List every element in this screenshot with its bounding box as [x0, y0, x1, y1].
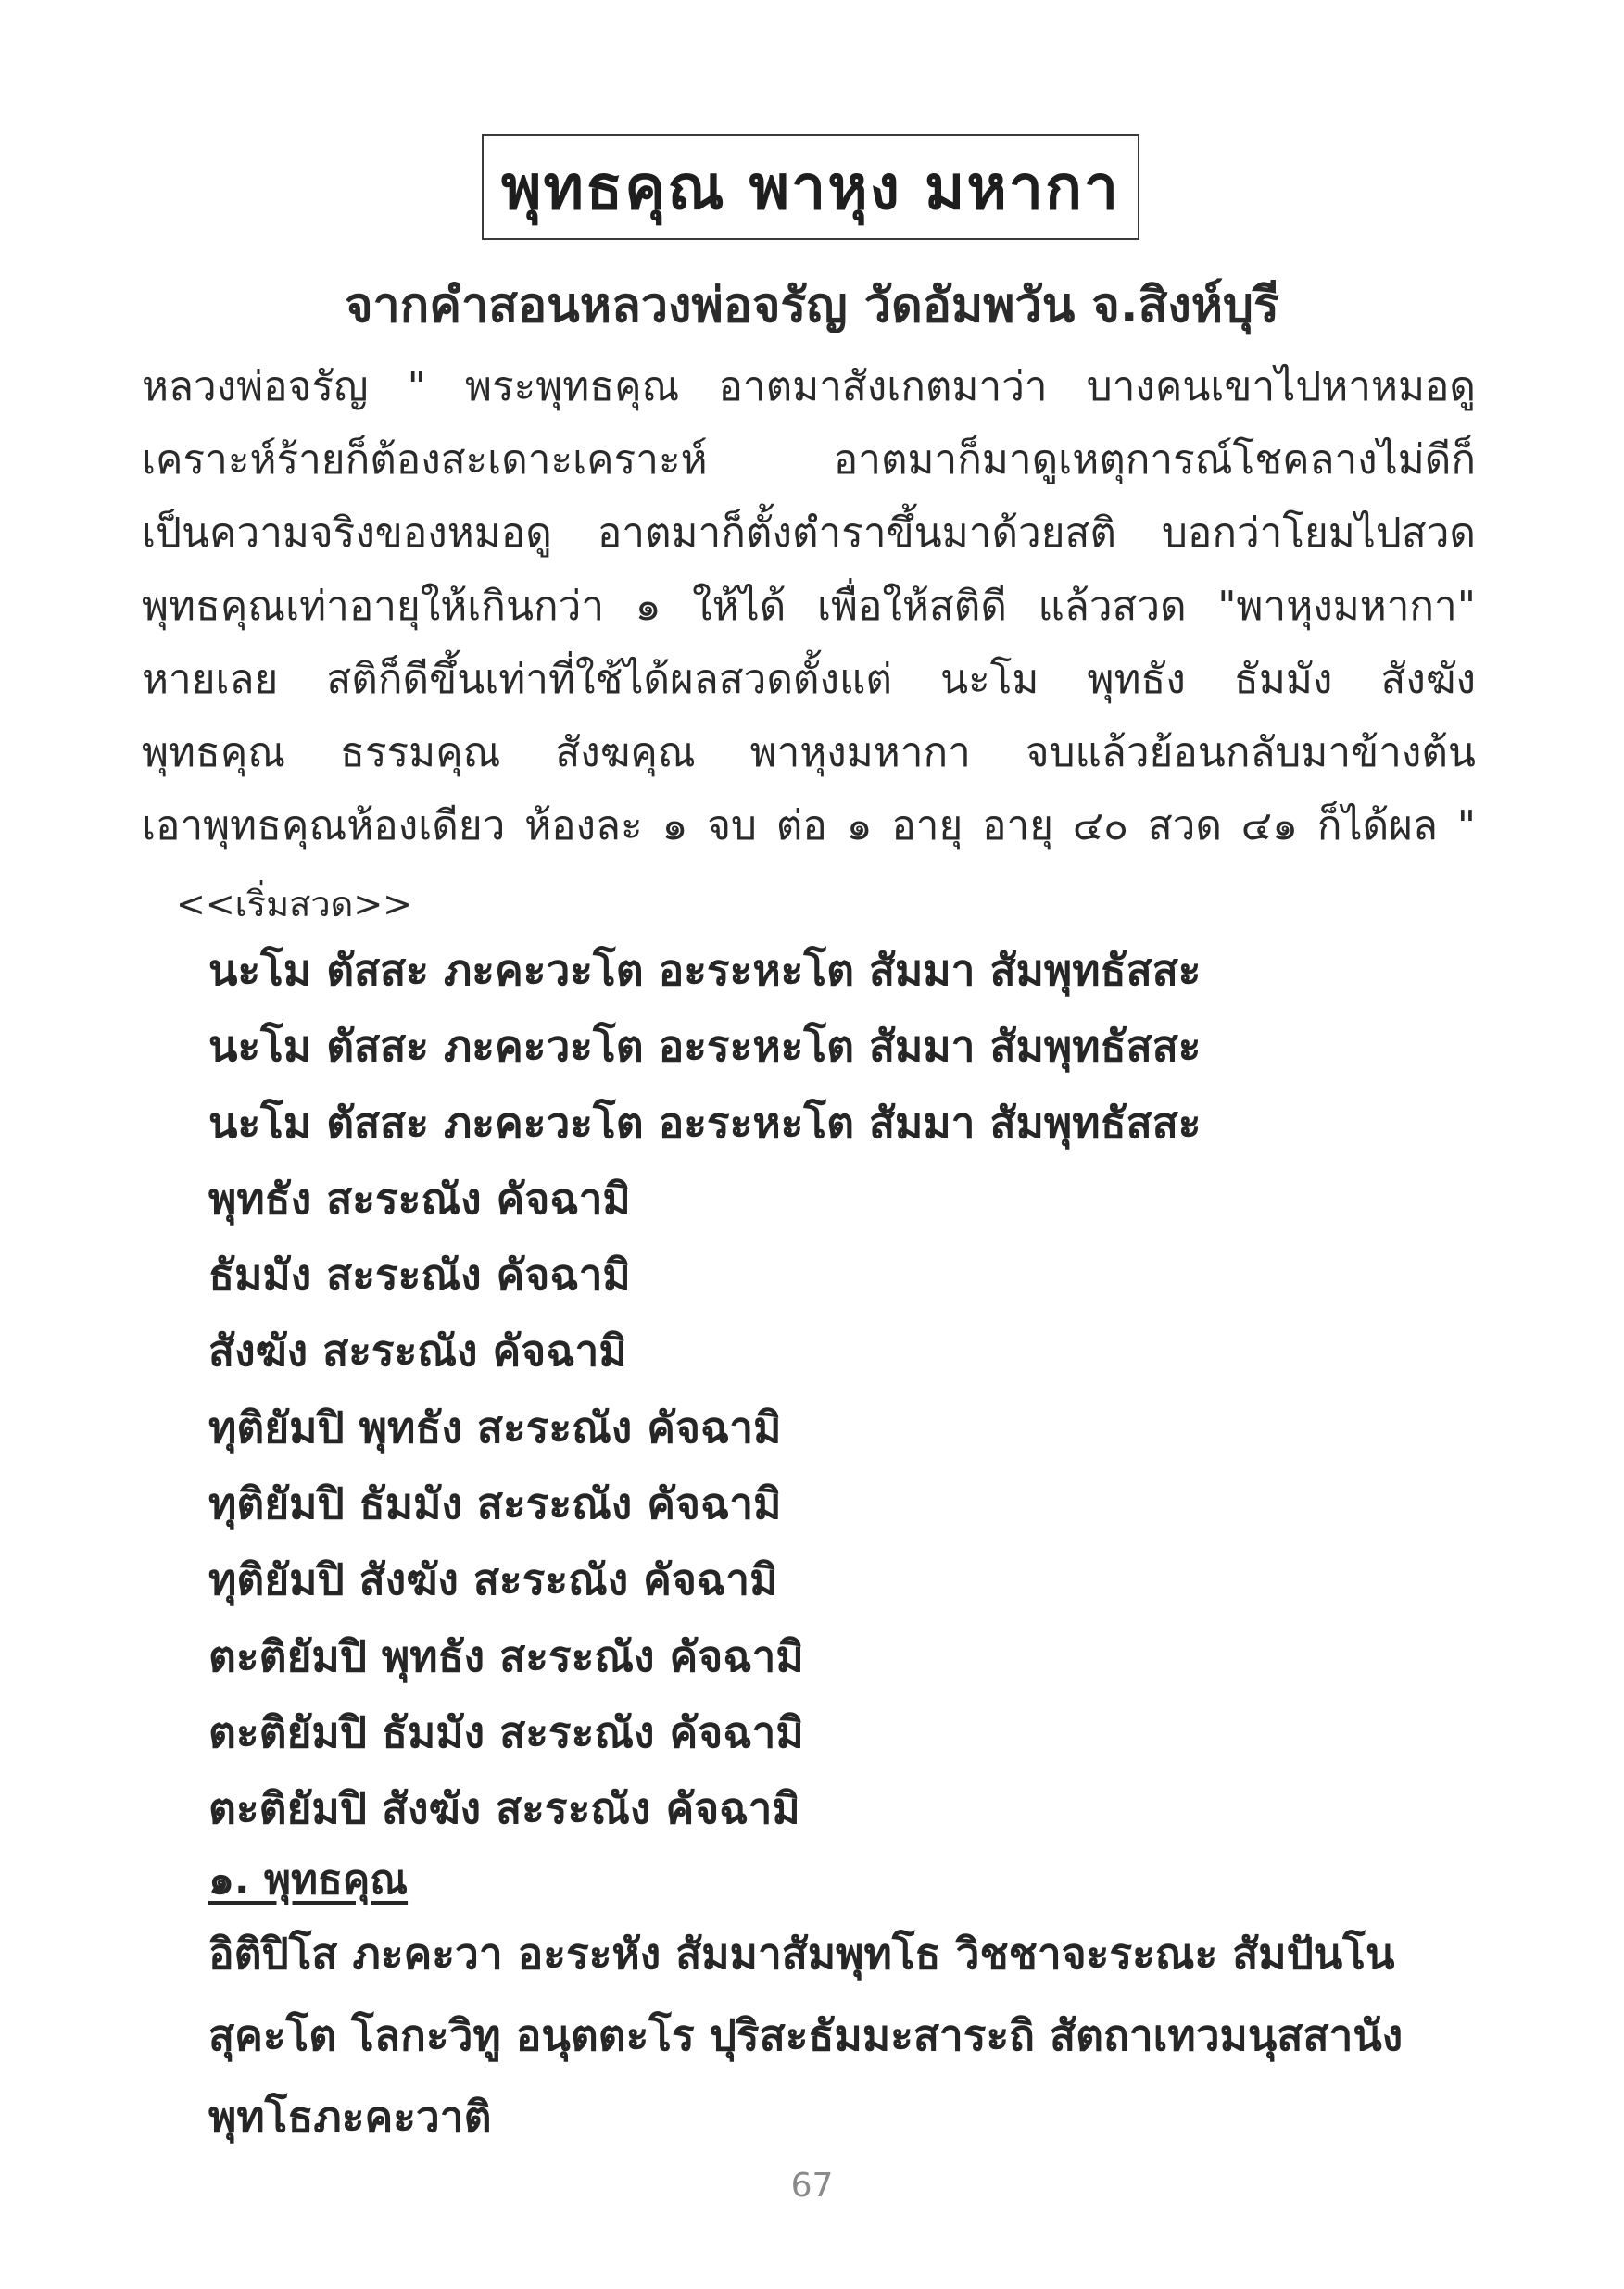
chant-line: นะโม ตัสสะ ภะคะวะโต อะระหะโต สัมมา สัมพุทธัสสะ: [208, 945, 1202, 995]
intro-paragraph: [142, 350, 1476, 862]
section-line: พุทโธภะคะวาติ: [208, 2092, 492, 2142]
page-title: พุทธคุณ พาหุง มหากา: [500, 150, 1121, 223]
paragraph-line: พุทธคุณเท่าอายุให้เกินกว่า ๑ ให้ได้ เพื่อให้สติดี แล้วสวด "พาหุงมหากา": [142, 583, 1476, 630]
chant-line: สังฆัง สะระณัง คัจฉามิ: [208, 1326, 627, 1377]
chant-line: นะโม ตัสสะ ภะคะวะโต อะระหะโต สัมมา สัมพุทธัสสะ: [208, 1021, 1202, 1072]
chant-line: ทุติยัมปิ พุทธัง สะระณัง คัจฉามิ: [208, 1402, 782, 1453]
chant-line: นะโม ตัสสะ ภะคะวะโต อะระหะโต สัมมา สัมพุทธัสสะ: [208, 1097, 1202, 1148]
paragraph-line: หายเลย สติก็ดีขึ้นเท่าที่ใช้ได้ผลสวดตั้งแต่ นะโม พุทธัง ธัมมัง สังฆัง: [142, 656, 1476, 703]
page-number: 67: [790, 2167, 834, 2205]
section-line: อิติปิโส ภะคะวา อะระหัง สัมมาสัมพุทโธ วิชชาจะระณะ สัมปันโน: [208, 1929, 1395, 1979]
chant-list: [208, 932, 1505, 1847]
section-line: สุคะโต โลกะวิทู อนุตตะโร ปุริสะธัมมะสาระถิ สัตถาเทวมนุสสานัง: [208, 2010, 1404, 2060]
section-heading: ๑. พุทธคุณ: [208, 1856, 409, 1904]
paragraph-line: หลวงพ่อจรัญ " พระพุทธคุณ อาตมาสังเกตมาว่า บางคนเขาไปหาหมอดู: [142, 363, 1476, 410]
chant-line: ทุติยัมปิ ธัมมัง สะระณัง คัจฉามิ: [208, 1478, 782, 1529]
page-subtitle: จากคำสอนหลวงพ่อจรัญ วัดอัมพวัน จ.สิงห์บุรี: [345, 278, 1279, 333]
paragraph-line: เอาพุทธคุณห้องเดียว ห้องละ ๑ จบ ต่อ ๑ อายุ อายุ ๔๐ สวด ๔๑ ก็ได้ผล ": [142, 802, 1476, 849]
paragraph-line: เป็นความจริงของหมอดู อาตมาก็ตั้งตำราขึ้นมาด้วยสติ บอกว่าโยมไปสวด: [142, 509, 1476, 557]
chant-line: ตะติยัมปิ พุทธัง สะระณัง คัจฉามิ: [208, 1630, 804, 1681]
chant-line: ทุติยัมปิ สังฆัง สะระณัง คัจฉามิ: [208, 1554, 778, 1605]
paragraph-line: พุทธคุณ ธรรมคุณ สังฆคุณ พาหุงมหากา จบแล้วย้อนกลับมาข้างต้น: [142, 729, 1476, 776]
chant-line: ตะติยัมปิ สังฆัง สะระณัง คัจฉามิ: [208, 1783, 800, 1834]
start-chant-label: <<เริ่มสวด>>: [176, 884, 413, 924]
section-body: [208, 1913, 1505, 2157]
title-box: [482, 134, 1139, 240]
paragraph-line: เคราะห์ร้ายก็ต้องสะเดาะเคราะห์ อาตมาก็มาดูเหตุการณ์โชคลางไม่ดีก็: [142, 436, 1476, 484]
chant-line: พุทธัง สะระณัง คัจฉามิ: [208, 1173, 631, 1224]
chant-line: ธัมมัง สะระณัง คัจฉามิ: [208, 1250, 631, 1301]
chant-line: ตะติยัมปิ ธัมมัง สะระณัง คัจฉามิ: [208, 1706, 804, 1757]
